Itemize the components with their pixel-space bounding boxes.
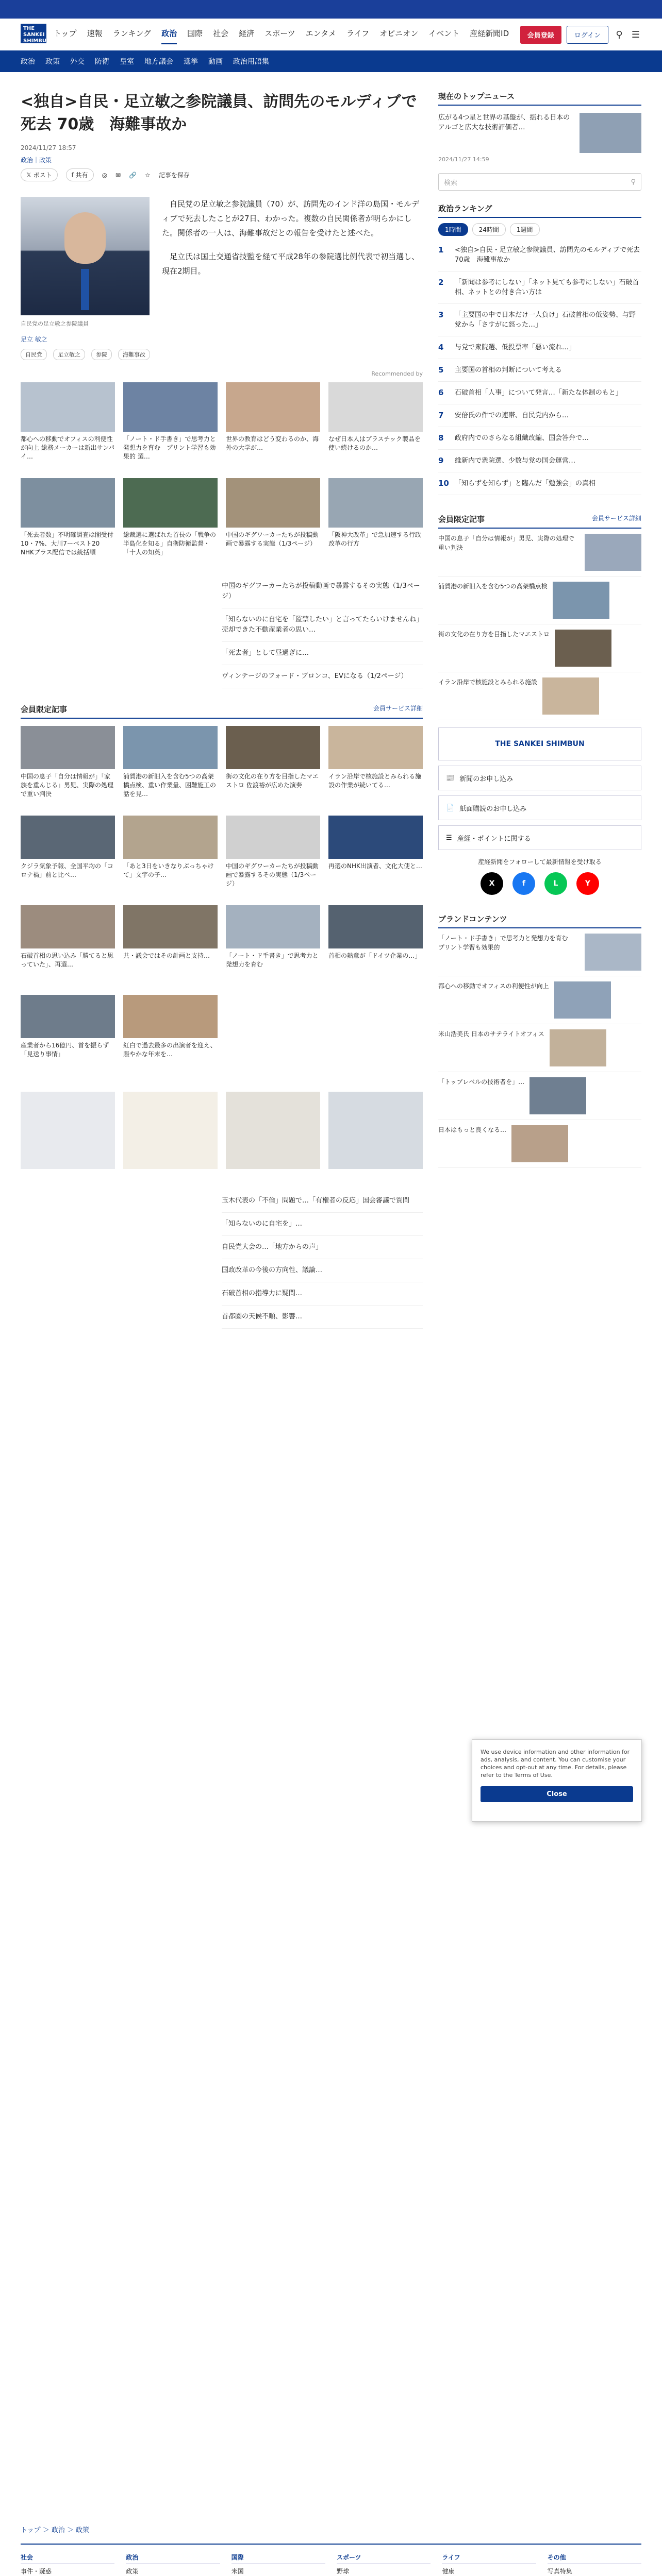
lower-news-list: [222, 1190, 423, 1329]
side-member-item[interactable]: [438, 624, 641, 672]
portrait-face: [64, 212, 106, 264]
footer-col: [126, 2552, 220, 2576]
member-image: [123, 816, 218, 859]
member-image: [123, 726, 218, 769]
text-ad-item[interactable]: 中国のギグワーカーたちが投稿動画で暴露するその実態（1/3ページ）: [222, 575, 423, 608]
link-label: 新聞のお申し込み: [459, 775, 514, 783]
shop-card[interactable]: [226, 1092, 320, 1169]
related-title: 世界の教育はどう変わるのか、海外の大学が…: [226, 435, 319, 451]
subnav-glossary[interactable]: 政治用語集: [233, 58, 269, 66]
nav-economy[interactable]: 経済: [239, 29, 255, 38]
article-text: [162, 197, 423, 328]
related-card[interactable]: [226, 478, 320, 566]
rank-title: 維新内で衆院選、少数与党の国会運営…: [455, 457, 576, 465]
brand-item[interactable]: [438, 1120, 641, 1168]
related-card[interactable]: [123, 478, 218, 566]
lower-news-item[interactable]: 国政改革の今後の方向性、議論…: [222, 1259, 423, 1282]
brand-block: [438, 913, 641, 1168]
ranking-item[interactable]: [438, 272, 641, 304]
footer-col: [231, 2552, 325, 2576]
follow-text: 産経新聞をフォローして最新情報を受け取る: [478, 858, 602, 866]
member-title: 産業者から16億円、首を振らず「見送り事情」: [21, 1042, 109, 1058]
brand-item[interactable]: [438, 976, 641, 1024]
rank-title: 与党で衆院選、低投票率「悪い流れ…」: [455, 344, 576, 351]
rank-title: <独自>自民・足立敏之参院議員、訪問先のモルディブで死去 70歳 海難事故か: [455, 246, 647, 264]
main-nav: [54, 28, 509, 44]
ranking-list: [438, 239, 647, 495]
latest-heading: 現在のトップニュース: [438, 91, 641, 106]
member-title: 「ノート・ド手書き」で思考力と発想力を育む: [226, 952, 319, 968]
related-image: [226, 382, 320, 432]
sidebar: [438, 72, 647, 1168]
member-title: 石破首相の思い込み「勝てると思っていた」、再選…: [21, 952, 114, 968]
member-title: 共・議会ではその計画と支持…: [123, 952, 210, 959]
nav-sports[interactable]: スポーツ: [264, 29, 295, 38]
nav-breaking[interactable]: 速報: [87, 29, 103, 38]
footer-col: [442, 2552, 536, 2576]
footer-link[interactable]: 米国: [231, 2568, 244, 2575]
member-image: [21, 726, 115, 769]
lower-news-item[interactable]: 自民党大会の…「地方からの声」: [222, 1236, 423, 1259]
member-title: 紅白で過去最多の出演者を迎え、賑やかな年末を…: [123, 1042, 217, 1058]
ranking-heading: 政治ランキング: [438, 203, 641, 218]
subnav-local[interactable]: 地方議会: [144, 58, 173, 66]
list-icon: ☰: [446, 834, 452, 842]
member-image: [123, 995, 218, 1038]
facebook-icon[interactable]: f: [512, 872, 535, 895]
menu-icon[interactable]: ☰: [631, 29, 640, 40]
newspaper-icon: 📰: [446, 774, 455, 782]
nav-world[interactable]: 国際: [187, 29, 203, 38]
related-card[interactable]: [21, 478, 115, 566]
consent-dialog: [472, 1739, 642, 1822]
subnav-video[interactable]: 動画: [208, 58, 223, 66]
link-label: 紙面購読のお申し込み: [459, 805, 527, 813]
member-card[interactable]: [328, 905, 423, 987]
shop-card[interactable]: [328, 1092, 423, 1169]
brand-title: 「トップレベルの技術者を」…: [438, 1078, 525, 1086]
brand-title: 日本はもっと良くなる…: [438, 1126, 507, 1133]
member-image: [226, 816, 320, 859]
related-title: 中国のギグワーカーたちが投稿動画で暴露する実態（1/3ページ）: [226, 531, 319, 547]
member-title: 中国の息子「自分は情報が」「家族を重んじる」男児、実際の処理で重い判決: [21, 773, 114, 798]
latest-image: [580, 113, 641, 153]
related-card[interactable]: [21, 382, 115, 470]
tag[interactable]: 参院: [91, 349, 112, 360]
photo-block: [21, 197, 150, 328]
site-logo[interactable]: THE SANKEI SHIMBUN: [21, 24, 46, 43]
top-bar: [0, 0, 662, 19]
member-title: 再選のNHK出演者、文化大使と…: [328, 862, 422, 870]
article-body: [21, 197, 423, 328]
footer-link[interactable]: 健康: [442, 2568, 455, 2575]
nav-top[interactable]: トップ: [54, 29, 77, 38]
related-title: 「阪神大改革」で急加速する行政改革の行方: [328, 531, 422, 547]
nav-event[interactable]: イベント: [428, 29, 460, 38]
member-image: [21, 905, 115, 948]
bookmark-icon[interactable]: ☆: [145, 171, 151, 179]
x-share-label: ポスト: [33, 172, 52, 179]
tab-1hour[interactable]: 1時間: [438, 223, 468, 236]
rank-title: 安倍氏の件での連帯、自民党内から…: [455, 412, 569, 419]
members-heading: 会員限定記事: [21, 705, 68, 714]
nav-id[interactable]: 産経新聞ID: [470, 29, 509, 38]
text-ad-item[interactable]: 「死去者」として昼過ぎに…: [222, 642, 423, 665]
member-card[interactable]: [328, 816, 423, 897]
brand-title: 米山浩美氏 日本のサテライトオフィス: [438, 1030, 544, 1038]
article-meta: [21, 144, 423, 164]
members-grid: [21, 726, 423, 1076]
related-image: [123, 382, 218, 432]
side-member-title: イラン沿岸で核施設とみられる施設: [438, 679, 538, 686]
shop-image: [123, 1092, 218, 1169]
tag-list: [21, 349, 423, 360]
social-links: [438, 872, 641, 895]
article-paragraph: 自民党の足立敏之参院議員（70）が、訪問先のインド洋の島国・モルディブで死去したことが27日、わかった。複数の自民関係者が明らかにした。関係者の一人は、海難事故だとの報告を受けたと述べた。: [162, 199, 420, 238]
text-ad-list: [222, 575, 423, 688]
related-image: [123, 478, 218, 528]
facebook-share-button[interactable]: f 共有: [66, 168, 94, 181]
rank-title: 「主要国の中で日本だけ一人負け」石破首相の低姿勢、与野党から「さすがに怒った…」: [455, 311, 636, 329]
sankei-banner[interactable]: THE SANKEI SHIMBUN: [438, 727, 641, 760]
footer-col-head[interactable]: その他: [548, 2552, 641, 2564]
member-image: [21, 995, 115, 1038]
side-members-more[interactable]: 会員サービス詳細: [591, 515, 641, 522]
member-card[interactable]: [123, 726, 218, 807]
footer-link[interactable]: 政策: [126, 2568, 139, 2575]
login-button[interactable]: ログイン: [567, 26, 608, 44]
footer-col-head[interactable]: 国際: [231, 2552, 325, 2564]
rank-number: 1: [438, 245, 444, 255]
search-placeholder: 検索: [444, 179, 458, 187]
member-title: 「あと3日をいきなりぶっちゃけて」文字の子…: [123, 862, 214, 878]
youtube-icon[interactable]: Y: [576, 872, 599, 895]
shop-card[interactable]: [21, 1092, 115, 1169]
rank-number: 9: [438, 456, 444, 465]
subnav-politics[interactable]: 政治: [21, 58, 35, 66]
subnav-diplomacy[interactable]: 外交: [70, 58, 85, 66]
rank-number: 4: [438, 343, 444, 352]
member-card[interactable]: [226, 726, 320, 807]
content-wrap: [0, 72, 662, 2545]
members-section-head: [21, 704, 423, 719]
ranking-item[interactable]: [438, 427, 641, 450]
related-card[interactable]: [328, 382, 423, 470]
rank-title: 主要国の首相の判断について考える: [455, 366, 562, 374]
member-title: 街の文化の在り方を目指したマエストロ 佐渡裕が広めた演奏: [226, 773, 319, 789]
member-image: [123, 905, 218, 948]
site-search-input[interactable]: [438, 173, 641, 191]
nav-society[interactable]: 社会: [213, 29, 229, 38]
latest-news-item[interactable]: [438, 113, 641, 153]
text-ad-item[interactable]: 「知らないのに自宅を「監禁したい」と言ってたらいけませんね」 売却できた不動産業者の思い…: [222, 608, 423, 642]
ranking-item[interactable]: [438, 382, 641, 404]
shop-image: [328, 1092, 423, 1169]
related-title: 総裁選に選ばれた首長の「戦争の半島化を知る」自衛防衛監督・「十人の知英」: [123, 531, 217, 556]
fb-share-label: 共有: [75, 172, 88, 179]
lower-news-item[interactable]: 玉木代表の「不倫」問題で…「有権者の反応」国会審議で質問: [222, 1190, 423, 1213]
related-title: 「死去者数」不明確調査は閣受付10・7%、大川7ーベスト20 NHKプラス配信では統括順: [21, 531, 114, 556]
article-title: <独自>自民・足立敏之参院議員、訪問先のモルディブで死去 70歳 海難事故か: [21, 93, 417, 133]
latest-title: 広がる4つ星と世界の基盤が、揺れる日本のアルゴと広大な技術評価者…: [438, 114, 570, 131]
footer-col-head[interactable]: 社会: [21, 2552, 114, 2564]
text-ad-item[interactable]: ヴィンテージのフォード・ブロンコ、EVになる（1/2ページ）: [222, 665, 423, 688]
site-footer: [0, 2524, 662, 2576]
x-share-button[interactable]: 𝕏 ポスト: [21, 168, 58, 181]
side-member-image: [542, 677, 599, 715]
side-members-block: [438, 514, 641, 720]
related-card[interactable]: [226, 382, 320, 470]
ranking-item[interactable]: [438, 450, 641, 472]
ranking-item[interactable]: [438, 304, 641, 336]
member-card[interactable]: [123, 905, 218, 987]
shop-image: [226, 1092, 320, 1169]
mail-icon[interactable]: ✉: [115, 171, 121, 179]
line-icon[interactable]: L: [544, 872, 567, 895]
brand-image: [554, 981, 611, 1019]
nav-politics[interactable]: 政治: [161, 28, 177, 44]
nav-ranking[interactable]: ランキング: [112, 29, 152, 38]
related-image: [21, 478, 115, 528]
ranking-block: [438, 203, 647, 495]
tag[interactable]: 足立敏之: [53, 349, 85, 360]
footer-link[interactable]: 事件・疑惑: [21, 2568, 52, 2575]
footer-categories: [21, 2544, 641, 2576]
side-member-item[interactable]: [438, 672, 641, 720]
search-icon: ⚲: [631, 178, 636, 186]
rank-number: 5: [438, 365, 444, 375]
related-title: 「ノート・ド手書き」で思考力と発想力を育む プリント学習も効果的 選…: [123, 435, 216, 460]
member-title: 中国のギグワーカーたちが投稿動画で暴露するその実態（1/3ページ）: [226, 862, 319, 887]
related-title: なぜ日本人はプラスチック製品を使い続けるのか…: [328, 435, 421, 451]
brand-item[interactable]: [438, 1024, 641, 1072]
tag[interactable]: 海難事故: [118, 349, 150, 360]
line-icon[interactable]: ◎: [102, 171, 108, 179]
lower-news-item[interactable]: 石破首相の指導力に疑問…: [222, 1282, 423, 1306]
member-card[interactable]: [21, 995, 115, 1076]
brand-heading: ブランドコンテンツ: [438, 913, 641, 928]
related-card[interactable]: [328, 478, 423, 566]
newspaper-subscribe-link[interactable]: [438, 766, 641, 790]
link-icon[interactable]: 🔗: [129, 171, 137, 179]
side-member-image: [555, 630, 611, 667]
ranking-item[interactable]: [438, 336, 641, 359]
member-card[interactable]: [226, 816, 320, 897]
side-member-item[interactable]: [438, 529, 641, 577]
brand-item[interactable]: [438, 928, 641, 976]
related-card[interactable]: [123, 382, 218, 470]
member-card[interactable]: [21, 816, 115, 897]
member-card[interactable]: [226, 905, 320, 987]
brand-item[interactable]: [438, 1072, 641, 1120]
site-header: [0, 19, 662, 50]
side-member-image: [553, 582, 609, 619]
digital-subscribe-link[interactable]: [438, 795, 641, 820]
portrait-tie: [81, 269, 89, 310]
rank-title: 「新聞は参考にしない」「ネット見ても参考にしない」石破首相、ネットとの付き合い方は: [455, 279, 639, 296]
ranking-tabs: [438, 223, 641, 236]
article-date: 2024/11/27 18:57: [21, 144, 76, 151]
member-card[interactable]: [123, 995, 218, 1076]
rank-number: 8: [438, 433, 444, 443]
member-title: クジラ気象予報、全国平均の「コロナ禍」前と比べ…: [21, 862, 114, 878]
ranking-item[interactable]: [438, 359, 641, 382]
points-link[interactable]: [438, 825, 641, 850]
rank-title: 石破首相「人事」について発言…「新たな体制のもと」: [455, 389, 622, 397]
search-icon[interactable]: ⚲: [616, 29, 623, 40]
member-title: 浦賀港の新旧入を含む5つの高架橋点検、重い作業量、困難施工の話を見…: [123, 773, 217, 798]
member-image: [328, 816, 423, 859]
footer-col: [21, 2552, 114, 2576]
member-card[interactable]: [21, 726, 115, 807]
latest-date: 2024/11/27 14:59: [438, 156, 489, 163]
breadcrumb[interactable]: トップ ＞ 政治 ＞ 政策: [21, 2527, 90, 2534]
footer-col-head[interactable]: ライフ: [442, 2552, 536, 2564]
footer-link[interactable]: 野球: [336, 2568, 349, 2575]
footer-col-head[interactable]: 政治: [126, 2552, 220, 2564]
footer-col-head[interactable]: スポーツ: [337, 2552, 431, 2564]
member-register-button[interactable]: 会員登録: [520, 26, 561, 44]
rank-title: 政府内でのさらなる組織改編、国会答弁で…: [455, 434, 589, 442]
related-image: [21, 382, 115, 432]
brand-title: 「ノート・ド手書き」で思考力と発想力を育む プリント学習も効果的: [438, 935, 574, 951]
consent-text: We use device information and other information for ads, analysis, and content. You can customise your choices and opt-out at any time. For details, please refer to the Terms of Use.: [481, 1749, 630, 1778]
footer-col: [548, 2552, 641, 2576]
member-card[interactable]: [328, 726, 423, 807]
nav-life[interactable]: ライフ: [346, 29, 370, 38]
member-image: [21, 816, 115, 859]
link-label: 産経・ポイントに関する: [457, 835, 531, 843]
shop-image: [21, 1092, 115, 1169]
member-card[interactable]: [123, 816, 218, 897]
brand-image: [511, 1125, 568, 1162]
brand-image: [550, 1029, 606, 1066]
side-member-title: 街の文化の在り方を目指したマエストロ: [438, 631, 550, 638]
footer-link[interactable]: 写真特集: [547, 2568, 572, 2575]
subnav-policy[interactable]: 政策: [45, 58, 60, 66]
nav-entertainment[interactable]: エンタメ: [305, 29, 337, 38]
member-image: [226, 726, 320, 769]
article-category[interactable]: 政治｜政策: [21, 157, 52, 164]
subnav-defense[interactable]: 防衛: [95, 58, 109, 66]
main-column: [21, 72, 423, 1329]
lower-news-item[interactable]: 「知らないのに自宅を」…: [222, 1213, 423, 1236]
tab-1week[interactable]: 1週間: [510, 223, 540, 236]
header-actions: [520, 26, 641, 44]
document-icon: 📄: [446, 804, 455, 812]
related-image: [328, 478, 423, 528]
member-image: [226, 905, 320, 948]
rank-number: 10: [438, 479, 449, 488]
consent-close-button[interactable]: Close: [481, 1786, 633, 1802]
members-more-link[interactable]: 会員サービス詳細: [373, 705, 423, 712]
rank-number: 7: [438, 411, 444, 420]
member-image: [328, 726, 423, 769]
recommended-label: Recommended by: [371, 370, 423, 377]
side-member-title: 浦賀港の新旧入を含む5つの高架橋点検: [438, 583, 548, 590]
rank-number: 2: [438, 278, 444, 287]
member-title: 首相の熱意が「ドイツ企業の…」: [328, 952, 421, 959]
side-member-item[interactable]: [438, 577, 641, 624]
member-title: イラン沿岸で核施設とみられる施設の作業が続いてる…: [328, 773, 422, 789]
article-paragraph: 足立氏は国土交通省技監を経て平成28年の参院選比例代表で初当選し、現在2期目。: [162, 252, 420, 276]
member-card[interactable]: [21, 905, 115, 987]
nav-opinion[interactable]: オピニオン: [379, 29, 419, 38]
related-image: [328, 382, 423, 432]
member-image: [328, 905, 423, 948]
brand-title: 都心への移動でオフィスの利便性が向上: [438, 982, 549, 990]
tag[interactable]: 自民党: [21, 349, 47, 360]
ranking-item[interactable]: [438, 239, 647, 272]
side-members-head: [438, 514, 641, 529]
rank-number: 3: [438, 310, 444, 319]
subnav-imperial[interactable]: 皇室: [120, 58, 134, 66]
side-members-heading: 会員限定記事: [438, 515, 485, 524]
author-link[interactable]: 足立 敏之: [21, 336, 47, 343]
related-image: [226, 478, 320, 528]
save-article-button[interactable]: 記事を保存: [158, 172, 190, 179]
side-member-title: 中国の息子「自分は情報が」男児、実際の処理で重い判決: [438, 535, 575, 551]
subnav-election[interactable]: 選挙: [184, 58, 198, 66]
brand-image: [529, 1077, 586, 1114]
related-grid: [21, 382, 423, 566]
share-bar: [21, 168, 423, 181]
photo-caption: 自民党の足立敏之参院議員: [21, 320, 89, 327]
rank-title: 「知らずを知らず」と臨んだ「勉強会」の真相: [455, 480, 596, 487]
shop-grid: [21, 1092, 423, 1169]
tab-24hours[interactable]: 24時間: [472, 223, 506, 236]
related-title: 都心への移動でオフィスの利便性が向上 総務メーカーは新出サンパイ…: [21, 435, 115, 460]
latest-block: [438, 91, 641, 163]
ranking-item[interactable]: [438, 404, 641, 427]
rank-number: 6: [438, 388, 444, 397]
sub-nav: [0, 50, 662, 72]
side-member-image: [585, 534, 641, 571]
shop-card[interactable]: [123, 1092, 218, 1169]
brand-image: [585, 934, 641, 971]
lower-news-item[interactable]: 首都圏の天候不順、影響…: [222, 1306, 423, 1329]
footer-col: [337, 2552, 431, 2576]
article-photo[interactable]: [21, 197, 150, 315]
x-icon[interactable]: X: [481, 872, 503, 895]
ranking-item[interactable]: [438, 472, 641, 495]
